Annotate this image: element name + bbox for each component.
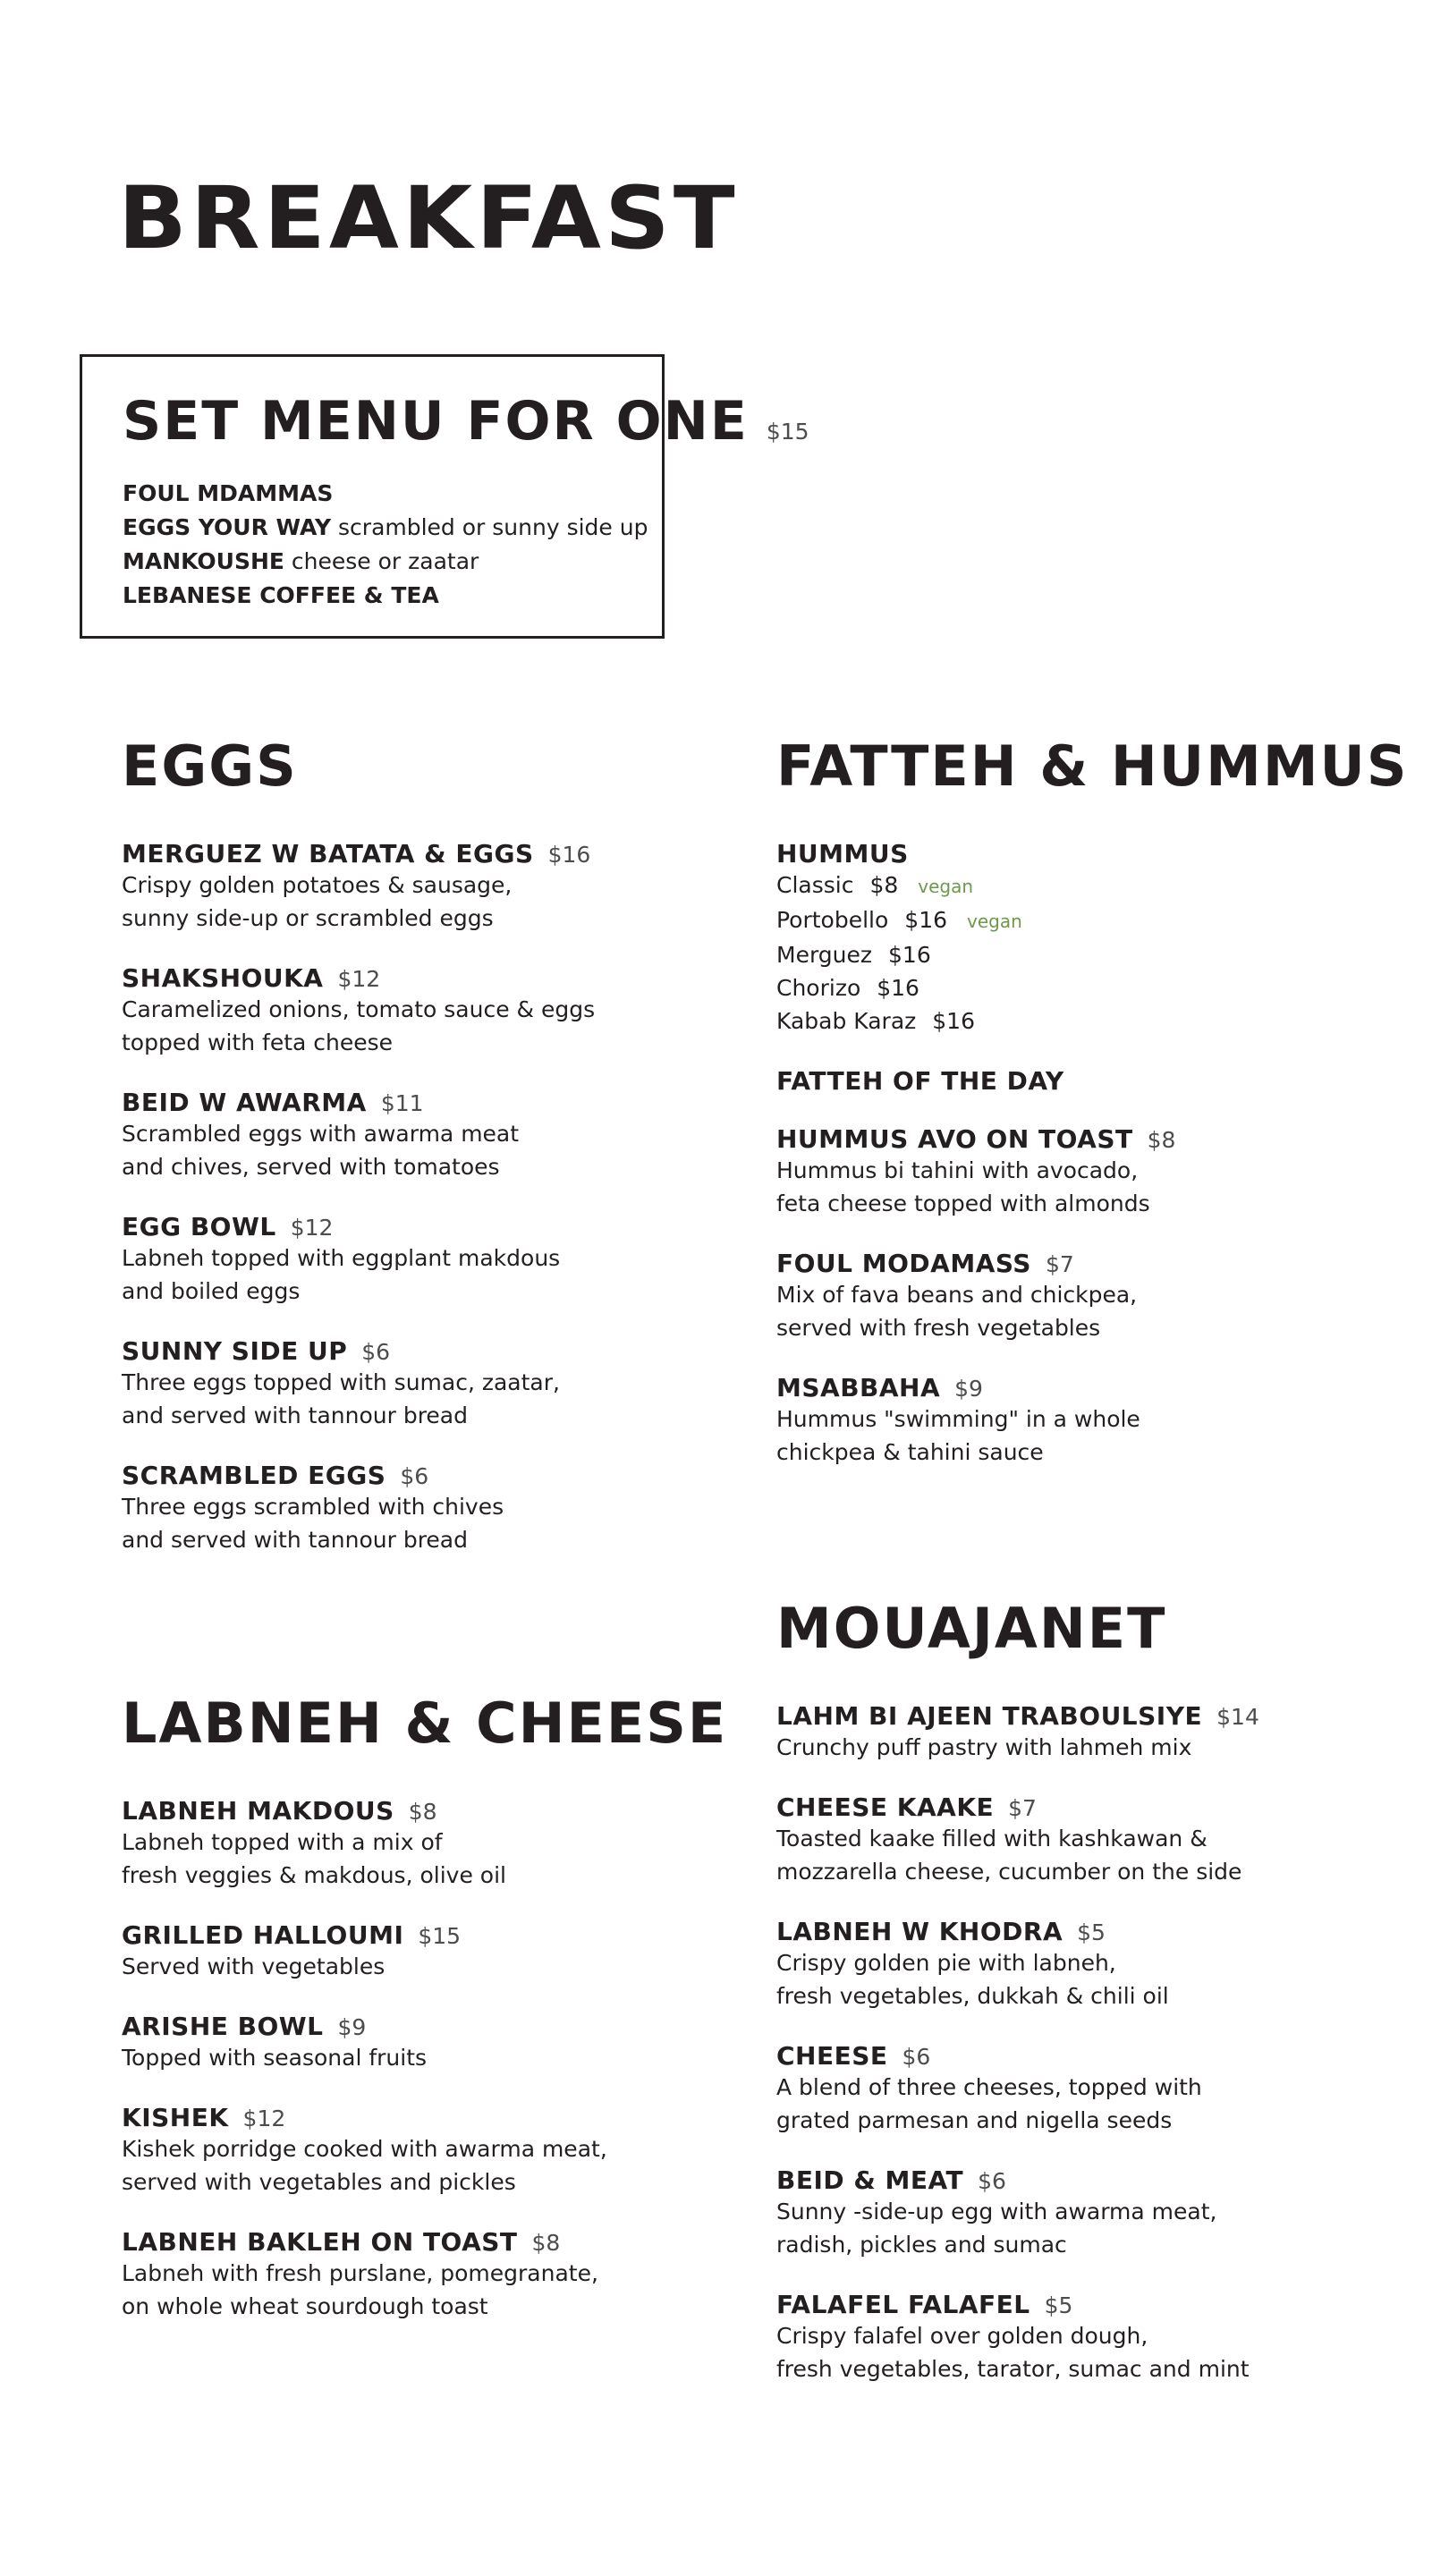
hummus-variants xyxy=(776,869,1409,1038)
menu-item xyxy=(776,1701,1259,1764)
menu-item xyxy=(776,1792,1259,1888)
item-name: HUMMUS AVO ON TOAST xyxy=(776,1124,1133,1154)
item-name: LAHM BI AJEEN TRABOULSIYE xyxy=(776,1701,1203,1731)
set-menu-item-desc: cheese or zaatar xyxy=(291,548,479,574)
menu-item xyxy=(122,1461,595,1556)
menu-item xyxy=(776,1249,1409,1344)
item-desc: fresh veggies & makdous, olive oil xyxy=(122,1862,506,1888)
item-name: LABNEH MAKDOUS xyxy=(122,1796,394,1826)
item-name: FATTEH OF THE DAY xyxy=(776,1066,1064,1096)
item-name: MERGUEZ W BATATA & EGGS xyxy=(122,839,534,869)
item-price: $5 xyxy=(1044,2292,1073,2318)
item-desc: on whole wheat sourdough toast xyxy=(122,2293,488,2319)
item-price: $8 xyxy=(531,2230,561,2256)
item-name: LABNEH BAKLEH ON TOAST xyxy=(122,2227,518,2257)
item-desc: grated parmesan and nigella seeds xyxy=(776,2107,1173,2133)
menu-item xyxy=(776,1066,1409,1096)
item-desc: served with fresh vegetables xyxy=(776,1315,1101,1341)
variant-price: $16 xyxy=(877,975,919,1001)
item-price: $7 xyxy=(1008,1795,1037,1821)
menu-item xyxy=(776,2290,1259,2385)
item-desc: A blend of three cheeses, topped with xyxy=(776,2074,1202,2100)
set-menu-price: $15 xyxy=(766,419,809,445)
item-desc: chickpea & tahini sauce xyxy=(776,1439,1044,1465)
item-desc: Labneh topped with a mix of xyxy=(122,1829,443,1855)
item-name: FOUL MODAMASS xyxy=(776,1249,1031,1278)
variant-name: Merguez xyxy=(776,942,873,968)
item-name: GRILLED HALLOUMI xyxy=(122,1920,404,1950)
set-menu-item xyxy=(123,477,648,511)
item-desc: Caramelized onions, tomato sauce & eggs xyxy=(122,996,596,1022)
set-menu-item xyxy=(123,545,648,579)
item-name: ARISHE BOWL xyxy=(122,2012,324,2041)
variant-item xyxy=(776,869,1409,903)
item-desc: sunny side-up or scrambled eggs xyxy=(122,905,494,931)
vegan-tag: vegan xyxy=(967,911,1022,932)
item-desc: Hummus bi tahini with avocado, xyxy=(776,1157,1139,1183)
set-menu-item-name: FOUL MDAMMAS xyxy=(123,480,334,506)
item-desc: Crispy golden potatoes & sausage, xyxy=(122,872,513,898)
variant-name: Portobello xyxy=(776,907,889,933)
item-desc: Topped with seasonal fruits xyxy=(122,2045,428,2071)
set-menu-item xyxy=(123,511,648,545)
item-desc: Crispy falafel over golden dough, xyxy=(776,2323,1148,2349)
item-name: SUNNY SIDE UP xyxy=(122,1336,348,1366)
item-desc: fresh vegetables, dukkah & chili oil xyxy=(776,1983,1169,2009)
variant-item xyxy=(776,1004,1409,1038)
item-desc: feta cheese topped with almonds xyxy=(776,1191,1150,1216)
menu-item xyxy=(776,1124,1409,1220)
set-menu-item-name: EGGS YOUR WAY xyxy=(123,514,332,540)
item-price: $6 xyxy=(978,2168,1006,2194)
variant-price: $16 xyxy=(888,942,931,968)
menu-item xyxy=(122,1212,595,1308)
item-price: $6 xyxy=(902,2044,931,2070)
section-fatteh-hummus xyxy=(776,733,1409,1497)
section-title: LABNEH & CHEESE xyxy=(122,1690,728,1756)
section-title: EGGS xyxy=(122,733,298,799)
item-name: BEID & MEAT xyxy=(776,2165,964,2195)
item-desc: Labneh topped with eggplant makdous xyxy=(122,1245,561,1271)
item-desc: Scrambled eggs with awarma meat xyxy=(122,1121,520,1147)
item-price: $6 xyxy=(400,1463,429,1489)
menu-item-hummus xyxy=(776,839,1409,1038)
section-mouajanet xyxy=(776,1596,1259,2414)
item-name: SCRAMBLED EGGS xyxy=(122,1461,386,1490)
variant-name: Kabab Karaz xyxy=(776,1008,917,1034)
item-price: $15 xyxy=(418,1923,462,1949)
item-desc: and boiled eggs xyxy=(122,1278,301,1304)
item-desc: Kishek porridge cooked with awarma meat, xyxy=(122,2136,607,2162)
item-desc: and served with tannour bread xyxy=(122,1402,468,1428)
item-name: CHEESE KAAKE xyxy=(776,1792,995,1822)
item-desc: Crispy golden pie with labneh, xyxy=(776,1950,1116,1976)
item-desc: Three eggs scrambled with chives xyxy=(122,1494,504,1520)
item-name: HUMMUS xyxy=(776,839,909,869)
item-desc: mozzarella cheese, cucumber on the side xyxy=(776,1859,1242,1885)
menu-item xyxy=(776,1373,1409,1469)
set-menu-title: SET MENU FOR ONE xyxy=(123,390,749,453)
menu-item xyxy=(122,2012,727,2074)
item-desc: Three eggs topped with sumac, zaatar, xyxy=(122,1369,560,1395)
set-menu-item-name: LEBANESE COFFEE & TEA xyxy=(123,582,439,608)
variant-item xyxy=(776,971,1409,1004)
menu-item xyxy=(776,1917,1259,2012)
item-desc: Crunchy puff pastry with lahmeh mix xyxy=(776,1734,1192,1760)
menu-item xyxy=(122,839,595,935)
item-price: $8 xyxy=(408,1799,437,1825)
item-name: KISHEK xyxy=(122,2103,229,2132)
menu-item xyxy=(122,1920,727,1983)
item-price: $9 xyxy=(337,2014,367,2040)
set-menu-item-name: MANKOUSHE xyxy=(123,548,284,574)
item-name: BEID W AWARMA xyxy=(122,1088,367,1117)
item-price: $5 xyxy=(1077,1919,1106,1945)
item-price: $16 xyxy=(547,842,591,868)
variant-price: $16 xyxy=(932,1008,975,1034)
item-desc: Hummus "swimming" in a whole xyxy=(776,1406,1140,1432)
item-name: FALAFEL FALAFEL xyxy=(776,2290,1030,2319)
variant-name: Chorizo xyxy=(776,975,861,1001)
item-desc: Sunny -side-up egg with awarma meat, xyxy=(776,2199,1217,2224)
item-price: $9 xyxy=(954,1376,983,1402)
variant-price: $16 xyxy=(904,907,948,933)
section-eggs xyxy=(122,733,596,1585)
item-desc: Mix of fava beans and chickpea, xyxy=(776,1282,1138,1308)
item-desc: and served with tannour bread xyxy=(122,1527,468,1553)
set-menu-items xyxy=(123,477,648,613)
section-title: MOUAJANET xyxy=(776,1596,1167,1661)
menu-item xyxy=(776,2041,1259,2137)
item-price: $7 xyxy=(1045,1251,1074,1277)
set-menu-item xyxy=(123,579,648,613)
item-price: $11 xyxy=(380,1090,424,1116)
item-price: $14 xyxy=(1216,1704,1259,1730)
item-price: $12 xyxy=(242,2106,286,2131)
item-desc: topped with feta cheese xyxy=(122,1030,394,1055)
variant-name: Classic xyxy=(776,872,854,898)
menu-item xyxy=(122,1336,595,1432)
section-title: FATTEH & HUMMUS xyxy=(776,733,1409,799)
variant-price: $8 xyxy=(869,872,899,898)
variant-item xyxy=(776,938,1409,971)
item-price: $12 xyxy=(337,966,381,992)
item-desc: Labneh with fresh purslane, pomegranate, xyxy=(122,2260,598,2286)
item-desc: and chives, served with tomatoes xyxy=(122,1154,500,1180)
item-desc: radish, pickles and sumac xyxy=(776,2232,1067,2258)
menu-item xyxy=(122,2103,727,2199)
item-desc: Served with vegetables xyxy=(122,1953,386,1979)
item-name: CHEESE xyxy=(776,2041,888,2071)
menu-item xyxy=(122,1088,595,1183)
set-menu-box xyxy=(80,354,809,639)
menu-item xyxy=(122,2227,727,2323)
menu-item xyxy=(776,2165,1259,2261)
item-price: $8 xyxy=(1147,1127,1176,1153)
item-price: $6 xyxy=(361,1339,391,1365)
item-price: $12 xyxy=(290,1215,334,1241)
menu-item xyxy=(122,963,595,1059)
item-desc: fresh vegetables, tarator, sumac and mint xyxy=(776,2356,1250,2382)
section-labneh-cheese xyxy=(122,1690,728,2351)
variant-item xyxy=(776,903,1409,938)
item-name: EGG BOWL xyxy=(122,1212,276,1241)
menu-item xyxy=(122,1796,727,1892)
item-name: LABNEH W KHODRA xyxy=(776,1917,1063,1946)
vegan-tag: vegan xyxy=(918,876,974,897)
item-name: SHAKSHOUKA xyxy=(122,963,324,993)
page-title: BREAKFAST xyxy=(118,168,739,268)
set-menu-item-desc: scrambled or sunny side up xyxy=(338,514,648,540)
item-desc: served with vegetables and pickles xyxy=(122,2169,516,2195)
item-desc: Toasted kaake filled with kashkawan & xyxy=(776,1826,1208,1852)
item-name: MSABBAHA xyxy=(776,1373,941,1402)
set-menu-header xyxy=(123,390,809,453)
